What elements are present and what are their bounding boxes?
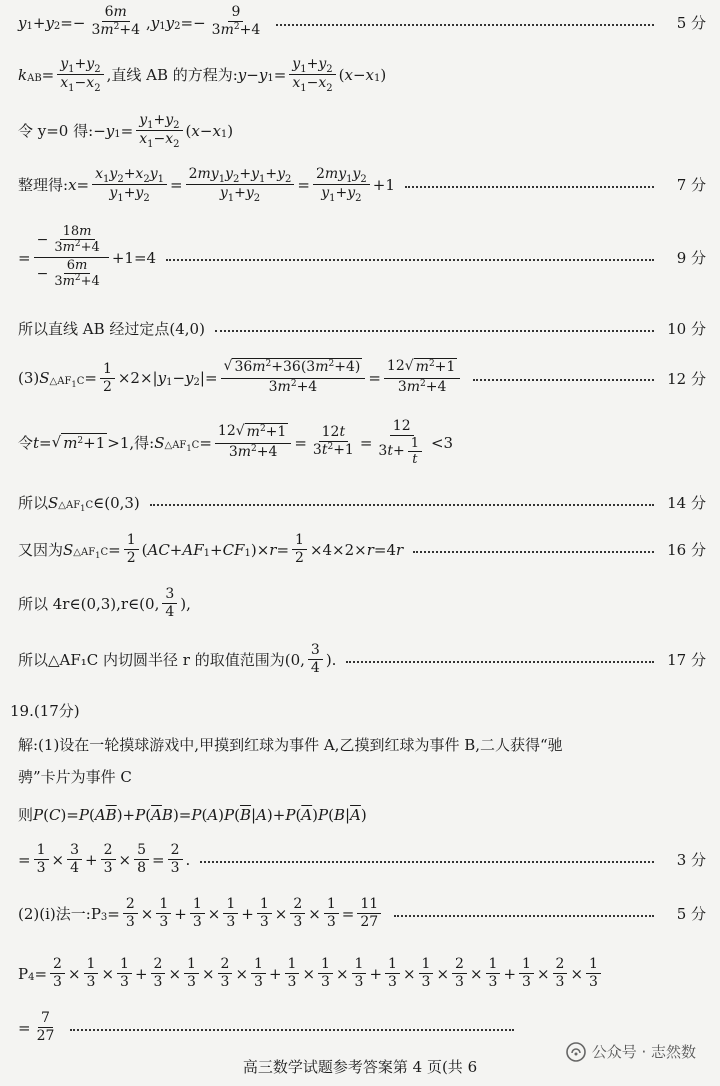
score-label: 10 分 [667, 320, 706, 338]
solution-line-7 [18, 358, 706, 398]
leader-dots [215, 330, 654, 332]
solution-line-11 [18, 586, 706, 621]
leader-dots [413, 551, 654, 553]
formula-area: S $\triangle AF_1C$ = $\frac{1}{2}$ ×2×| y 1 − y 2 |= √ $36m^2+36(3m^2+4)$ $3m^2+4$ = 12√ $m^2+1$ $3m^2+4$ [39, 358, 463, 398]
formula-inradius: S $\triangle AF_1C$ = $\frac{1}{2}$ ( AC + AF 1 + CF 1 )× r = $\frac{1}{2}$ ×4×2× r =4 r [63, 532, 404, 566]
line-text: 所以△AF₁C 内切圆半径 r 的取值范围为(0, [18, 651, 305, 669]
solution-line-9 [18, 492, 706, 513]
formula-slope: k AB = $\frac{y_1+y_2}{x_1-x_2}$ [18, 56, 107, 93]
solution-line-5 [18, 224, 706, 291]
solution-line-10 [18, 532, 706, 567]
solution-line-1 [18, 4, 706, 41]
formula-line-ab: y − y 1 = $\frac{y_1+y_2}{x_1-x_2}$ ( x − x 1 ) [237, 56, 387, 94]
line-text: 骋”卡片为事件 C [18, 768, 132, 786]
leader-dots [473, 379, 654, 381]
formula-y-zero: − y 1 = $\frac{y_1+y_2}{x_1-x_2}$ ( x − x 1 ) [93, 112, 234, 150]
line-text: (3) [18, 369, 40, 387]
q19-line-3 [18, 804, 706, 825]
solution-line-6 [18, 318, 706, 339]
formula-p4-value: = $\frac{7}{27}$ [18, 1010, 55, 1044]
solution-line-2 [18, 56, 706, 93]
score-label: 14 分 [667, 494, 706, 512]
solution-line-8 [18, 418, 706, 467]
formula-vieta: y 1 + y 2 =− $\frac{6m}{3m^2+4}$ , y 1 y 2 =− $\frac{9}{3m^2+4}$ [18, 4, 261, 38]
fraction-three-quarters: $\frac{3}{4}$ [162, 586, 177, 621]
leader-dots [276, 24, 654, 26]
line-text: 又因为 [18, 541, 64, 559]
leader-dots [166, 259, 654, 261]
leader-dots [200, 861, 654, 863]
formula-probability: P ( C )= P ( A $\overline{B}$ )+ P ( $\overline{A}$ B )= P ( A ) P ( $\overline{B}$ | A )+ P ( $\overline{A}$ ) P ( B | $\overline{A}$ ) [33, 805, 367, 824]
line-text: >1,得: [107, 434, 155, 452]
line-text: ), [180, 594, 191, 613]
leader-dots [150, 504, 654, 506]
score-label: 5 分 [676, 14, 706, 32]
leader-dots [405, 186, 654, 188]
line-text: 令 y=0 得: [18, 122, 94, 140]
line-text: 解:(1)设在一轮摸球游戏中,甲摸到红球为事件 A,乙摸到红球为事件 B,二人获得“驰 [18, 736, 563, 754]
formula-area-symbol: S $\triangle AF_1C$ [48, 493, 94, 513]
score-label: 5 分 [676, 905, 706, 923]
formula-probability-value: = $\frac{1}{3}$ × $\frac{3}{4}$ + $\frac{2}{3}$ × $\frac{5}{8}$ = $\frac{2}{3}$ . [18, 842, 191, 876]
leader-dots [346, 661, 654, 663]
solution-line-12 [18, 642, 706, 677]
formula-compound-fraction: = − $\frac{18m}{3m^2+4}$ − $\frac{6m}{3m^2+4}$ +1=4 [18, 224, 157, 289]
line-text: 整理得: [18, 176, 69, 194]
score-label: 17 分 [667, 651, 706, 669]
line-text: 所以 4r∈(0,3),r∈(0, [18, 595, 160, 613]
score-label: 3 分 [676, 851, 706, 869]
formula-p4: P 4 = $\frac{2}{3}$ × $\frac{1}{3}$ × $\frac{1}{3}$ + $\frac{2}{3}$ × $\frac{1}{3}$ × $\frac{2}{3}$ × $\frac{1}{3}$ + $\frac{1}{3}$ × $\frac{1}{3}$ × $\frac{1}{3}$ + $\frac{1}{3}$ × $\frac{1}{3}$ × $\frac{2}{3}$ × $\frac{1}{3}$ + $\frac{1}{3}$ × $\frac{2}{3}$ × $\frac{1}{3}$ [18, 956, 604, 991]
score-label: 7 分 [676, 176, 706, 194]
solution-line-4 [18, 166, 706, 203]
question-19-header [10, 700, 706, 721]
line-text: 令 [18, 434, 34, 452]
wechat-official-account-icon [566, 1042, 586, 1062]
q19-line-4 [18, 842, 706, 877]
line-text: 则 [18, 806, 34, 824]
formula-substitution: t = √ $m^2+1$ [33, 433, 106, 452]
line-text: ∈(0,3) [93, 493, 140, 512]
solution-line-3 [18, 112, 706, 149]
q19-line-6 [18, 956, 706, 991]
score-label: 9 分 [676, 249, 706, 267]
formula-p3: P 3 = $\frac{2}{3}$ × $\frac{1}{3}$ + $\frac{1}{3}$ × $\frac{1}{3}$ + $\frac{1}{3}$ × $\frac{2}{3}$ × $\frac{1}{3}$ = $\frac{11}{27}$ [91, 896, 384, 931]
line-text: 所以 [18, 494, 49, 512]
q19-line-7 [18, 1010, 520, 1045]
wechat-watermark [566, 1041, 696, 1062]
line-text: ). [325, 650, 337, 669]
q19-line-5 [18, 896, 706, 931]
leader-dots [394, 915, 654, 917]
formula-simplify: x = $\frac{x_1y_2+x_2y_1}{y_1+y_2}$ = $\frac{2my_1y_2+y_1+y_2}{y_1+y_2}$ = $\frac{2my_1y_2}{y_1+y_2}$ +1 [68, 166, 395, 204]
score-label: 16 分 [667, 541, 706, 559]
line-text: 所以直线 AB 经过定点(4,0) [18, 320, 205, 338]
line-text: (2)(i)法一: [18, 905, 91, 923]
q19-line-1 [18, 734, 706, 755]
leader-dots [70, 1029, 514, 1031]
question-number: 19.(17分) [10, 702, 80, 720]
q19-line-2 [18, 766, 706, 787]
page-footer: 高三数学试题参考答案第 4 页(共 6 [242, 1058, 478, 1076]
line-text: ,直线 AB 的方程为: [106, 66, 238, 84]
score-label: 12 分 [667, 369, 706, 388]
watermark-text: 公众号 · 志然数 [591, 1043, 696, 1061]
fraction-three-quarters: $\frac{3}{4}$ [308, 642, 323, 677]
formula-area-bound: S $\triangle AF_1C$ = 12√ $m^2+1$ $3m^2+4$ = $\frac{12t}{3t^2+1}$ = 12 3 t + $\frac{1}{t}$ <3 [154, 418, 454, 467]
